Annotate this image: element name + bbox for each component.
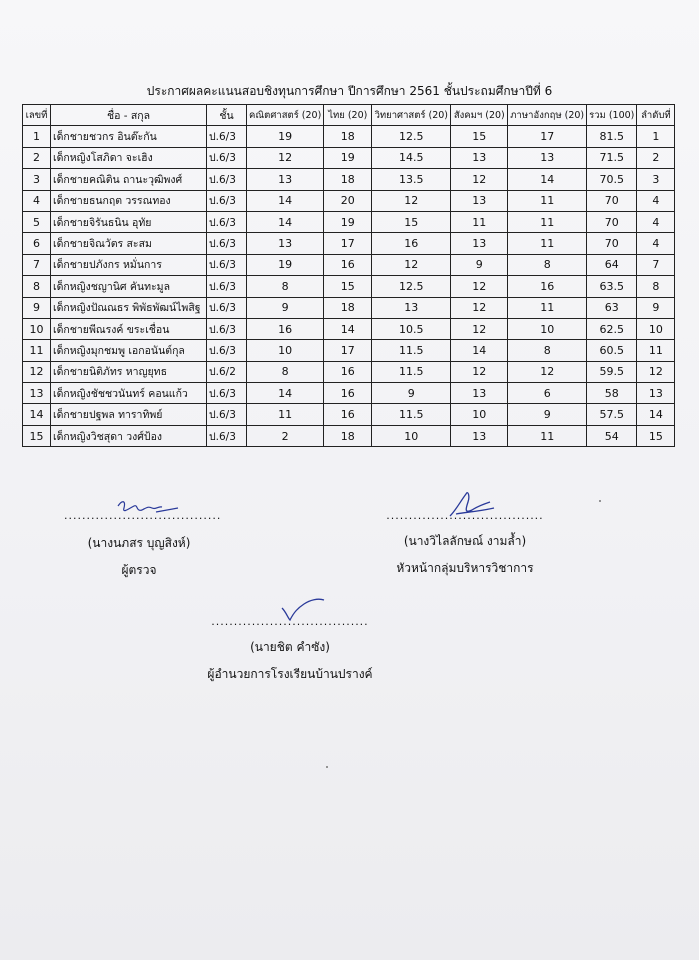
cell-class: ป.6/3 xyxy=(207,254,247,275)
signature-line: ................................... xyxy=(386,509,544,522)
cell-rank: 12 xyxy=(637,361,675,382)
cell-thai: 18 xyxy=(324,297,372,318)
cell-no: 11 xyxy=(23,340,51,361)
paper-speck xyxy=(326,766,328,768)
cell-english: 10 xyxy=(508,318,587,339)
cell-no: 1 xyxy=(23,126,51,147)
table-row xyxy=(23,383,675,404)
cell-name: เด็กหญิงวิชสุดา วงศ์ป้อง xyxy=(51,425,207,446)
signature-block-inspector xyxy=(64,504,222,580)
cell-math: 8 xyxy=(247,276,324,297)
cell-math: 13 xyxy=(247,169,324,190)
cell-class: ป.6/3 xyxy=(207,147,247,168)
score-table xyxy=(22,104,675,447)
cell-english: 6 xyxy=(508,383,587,404)
cell-science: 11.5 xyxy=(372,340,451,361)
cell-thai: 16 xyxy=(324,361,372,382)
cell-total: 62.5 xyxy=(587,318,637,339)
cell-english: 11 xyxy=(508,211,587,232)
table-body xyxy=(23,126,675,447)
inspector-role: ผู้ตรวจ xyxy=(121,563,157,577)
cell-english: 14 xyxy=(508,169,587,190)
cell-total: 59.5 xyxy=(587,361,637,382)
cell-english: 11 xyxy=(508,233,587,254)
cell-english: 11 xyxy=(508,297,587,318)
cell-no: 12 xyxy=(23,361,51,382)
header-math: คณิตศาสตร์ (20) xyxy=(247,105,324,126)
cell-total: 54 xyxy=(587,425,637,446)
cell-social: 13 xyxy=(451,383,508,404)
cell-total: 70.5 xyxy=(587,169,637,190)
cell-science: 12 xyxy=(372,254,451,275)
cell-math: 2 xyxy=(247,425,324,446)
cell-thai: 18 xyxy=(324,425,372,446)
cell-name: เด็กชายคณิติน ถานะวุฒิพงศ์ xyxy=(51,169,207,190)
header-thai: ไทย (20) xyxy=(324,105,372,126)
cell-no: 5 xyxy=(23,211,51,232)
cell-total: 60.5 xyxy=(587,340,637,361)
header-social: สังคมฯ (20) xyxy=(451,105,508,126)
cell-no: 6 xyxy=(23,233,51,254)
cell-thai: 20 xyxy=(324,190,372,211)
cell-science: 11.5 xyxy=(372,404,451,425)
table-row xyxy=(23,126,675,147)
cell-rank: 8 xyxy=(637,276,675,297)
cell-science: 9 xyxy=(372,383,451,404)
cell-class: ป.6/3 xyxy=(207,340,247,361)
document-title: ประกาศผลคะแนนสอบชิงทุนการศึกษา ปีการศึกษา 2561 ชั้นประถมศึกษาปีที่ 6 xyxy=(146,84,553,98)
cell-english: 12 xyxy=(508,361,587,382)
cell-science: 12.5 xyxy=(372,126,451,147)
cell-name: เด็กชายจิณวัตร สะสม xyxy=(51,233,207,254)
cell-total: 71.5 xyxy=(587,147,637,168)
cell-social: 15 xyxy=(451,126,508,147)
cell-social: 12 xyxy=(451,318,508,339)
header-science: วิทยาศาสตร์ (20) xyxy=(372,105,451,126)
academic-head-role: หัวหน้ากลุ่มบริหารวิชาการ xyxy=(396,561,534,575)
cell-science: 13 xyxy=(372,297,451,318)
cell-name: เด็กชายปฐพล ทาราทิพย์ xyxy=(51,404,207,425)
cell-class: ป.6/3 xyxy=(207,276,247,297)
cell-social: 13 xyxy=(451,233,508,254)
cell-thai: 17 xyxy=(324,340,372,361)
cell-class: ป.6/3 xyxy=(207,190,247,211)
cell-thai: 16 xyxy=(324,383,372,404)
cell-name: เด็กชายธนกฤต วรรณทอง xyxy=(51,190,207,211)
cell-social: 12 xyxy=(451,276,508,297)
cell-english: 8 xyxy=(508,254,587,275)
cell-name: เด็กหญิงโสภิดา จะเฮิง xyxy=(51,147,207,168)
handwritten-signature-director xyxy=(278,598,328,624)
table-header-row xyxy=(23,105,675,126)
cell-english: 9 xyxy=(508,404,587,425)
cell-name: เด็กชายชวกร อินต๊ะกัน xyxy=(51,126,207,147)
header-no: เลขที่ xyxy=(23,105,51,126)
table-row xyxy=(23,404,675,425)
cell-class: ป.6/3 xyxy=(207,126,247,147)
cell-thai: 16 xyxy=(324,404,372,425)
cell-total: 57.5 xyxy=(587,404,637,425)
cell-english: 11 xyxy=(508,190,587,211)
academic-head-name: (นางวิไลลักษณ์ งามล้ำ) xyxy=(403,534,527,548)
cell-science: 10 xyxy=(372,425,451,446)
cell-rank: 4 xyxy=(637,190,675,211)
cell-english: 16 xyxy=(508,276,587,297)
table-row xyxy=(23,318,675,339)
cell-rank: 11 xyxy=(637,340,675,361)
cell-rank: 2 xyxy=(637,147,675,168)
paper-speck xyxy=(599,500,601,502)
cell-total: 70 xyxy=(587,190,637,211)
cell-english: 11 xyxy=(508,425,587,446)
cell-social: 12 xyxy=(451,297,508,318)
cell-social: 14 xyxy=(451,340,508,361)
cell-rank: 13 xyxy=(637,383,675,404)
signature-line: ................................... xyxy=(211,615,369,628)
cell-name: เด็กชายปภังกร หมั่นการ xyxy=(51,254,207,275)
cell-math: 9 xyxy=(247,297,324,318)
cell-rank: 9 xyxy=(637,297,675,318)
cell-total: 81.5 xyxy=(587,126,637,147)
cell-class: ป.6/2 xyxy=(207,361,247,382)
cell-class: ป.6/3 xyxy=(207,425,247,446)
cell-math: 10 xyxy=(247,340,324,361)
cell-thai: 14 xyxy=(324,318,372,339)
table-row xyxy=(23,340,675,361)
cell-social: 13 xyxy=(451,147,508,168)
cell-social: 9 xyxy=(451,254,508,275)
cell-no: 9 xyxy=(23,297,51,318)
table-row xyxy=(23,147,675,168)
cell-math: 8 xyxy=(247,361,324,382)
signature-block-director xyxy=(200,612,380,684)
signature-block-academic-head xyxy=(380,504,550,578)
cell-total: 70 xyxy=(587,211,637,232)
cell-science: 11.5 xyxy=(372,361,451,382)
cell-science: 10.5 xyxy=(372,318,451,339)
cell-thai: 18 xyxy=(324,126,372,147)
table-row xyxy=(23,211,675,232)
table-row xyxy=(23,169,675,190)
cell-math: 14 xyxy=(247,211,324,232)
table-row xyxy=(23,254,675,275)
cell-math: 13 xyxy=(247,233,324,254)
cell-thai: 19 xyxy=(324,211,372,232)
cell-total: 63.5 xyxy=(587,276,637,297)
table-row xyxy=(23,361,675,382)
cell-math: 11 xyxy=(247,404,324,425)
cell-rank: 7 xyxy=(637,254,675,275)
cell-math: 14 xyxy=(247,190,324,211)
cell-rank: 3 xyxy=(637,169,675,190)
cell-total: 70 xyxy=(587,233,637,254)
table-row xyxy=(23,425,675,446)
cell-rank: 14 xyxy=(637,404,675,425)
cell-class: ป.6/3 xyxy=(207,211,247,232)
signature-line: ................................... xyxy=(64,509,222,522)
cell-no: 13 xyxy=(23,383,51,404)
cell-class: ป.6/3 xyxy=(207,318,247,339)
cell-name: เด็กชายนิติภัทร หาญยุทธ xyxy=(51,361,207,382)
cell-class: ป.6/3 xyxy=(207,233,247,254)
header-class: ชั้น xyxy=(207,105,247,126)
cell-science: 12.5 xyxy=(372,276,451,297)
cell-social: 12 xyxy=(451,169,508,190)
cell-class: ป.6/3 xyxy=(207,383,247,404)
cell-science: 16 xyxy=(372,233,451,254)
cell-english: 8 xyxy=(508,340,587,361)
cell-science: 14.5 xyxy=(372,147,451,168)
cell-no: 3 xyxy=(23,169,51,190)
cell-total: 58 xyxy=(587,383,637,404)
table-row xyxy=(23,233,675,254)
header-english: ภาษาอังกฤษ (20) xyxy=(508,105,587,126)
cell-no: 14 xyxy=(23,404,51,425)
cell-no: 10 xyxy=(23,318,51,339)
table-row xyxy=(23,297,675,318)
cell-thai: 16 xyxy=(324,254,372,275)
cell-rank: 10 xyxy=(637,318,675,339)
cell-name: เด็กชายจิรันธนิน อุทัย xyxy=(51,211,207,232)
cell-science: 15 xyxy=(372,211,451,232)
cell-name: เด็กหญิงชัชชวนันทร์ คอนแก้ว xyxy=(51,383,207,404)
table-row xyxy=(23,276,675,297)
inspector-name: (นางนภสร บุญสิงห์) xyxy=(87,536,191,550)
cell-english: 13 xyxy=(508,147,587,168)
cell-name: เด็กหญิงมุกชมพู เอกอนันต์กุล xyxy=(51,340,207,361)
cell-math: 12 xyxy=(247,147,324,168)
cell-science: 12 xyxy=(372,190,451,211)
cell-rank: 15 xyxy=(637,425,675,446)
header-rank: ลำดับที่ xyxy=(637,105,675,126)
cell-no: 2 xyxy=(23,147,51,168)
cell-math: 19 xyxy=(247,126,324,147)
cell-english: 17 xyxy=(508,126,587,147)
cell-thai: 17 xyxy=(324,233,372,254)
cell-name: เด็กหญิงชญานิศ คันทะมูล xyxy=(51,276,207,297)
cell-rank: 1 xyxy=(637,126,675,147)
cell-no: 7 xyxy=(23,254,51,275)
cell-math: 16 xyxy=(247,318,324,339)
cell-social: 13 xyxy=(451,190,508,211)
cell-social: 11 xyxy=(451,211,508,232)
handwritten-signature-inspector xyxy=(112,498,182,520)
cell-math: 19 xyxy=(247,254,324,275)
cell-social: 13 xyxy=(451,425,508,446)
cell-rank: 4 xyxy=(637,233,675,254)
cell-no: 8 xyxy=(23,276,51,297)
cell-no: 15 xyxy=(23,425,51,446)
cell-social: 12 xyxy=(451,361,508,382)
cell-total: 63 xyxy=(587,297,637,318)
cell-total: 64 xyxy=(587,254,637,275)
cell-name: เด็กหญิงปัณณธร พิพัธพัฒน์ไพสิฐ xyxy=(51,297,207,318)
director-role: ผู้อำนวยการโรงเรียนบ้านปรางค์ xyxy=(207,667,373,681)
director-name: (นายชิต คำซัง) xyxy=(250,640,330,654)
cell-thai: 15 xyxy=(324,276,372,297)
cell-math: 14 xyxy=(247,383,324,404)
cell-class: ป.6/3 xyxy=(207,297,247,318)
cell-thai: 18 xyxy=(324,169,372,190)
table-row xyxy=(23,190,675,211)
cell-thai: 19 xyxy=(324,147,372,168)
header-name: ชื่อ - สกุล xyxy=(51,105,207,126)
cell-social: 10 xyxy=(451,404,508,425)
cell-class: ป.6/3 xyxy=(207,404,247,425)
cell-no: 4 xyxy=(23,190,51,211)
handwritten-signature-academic-head xyxy=(442,488,502,522)
cell-name: เด็กชายพีณรงค์ ขระเชื่อน xyxy=(51,318,207,339)
cell-science: 13.5 xyxy=(372,169,451,190)
cell-rank: 4 xyxy=(637,211,675,232)
header-total: รวม (100) xyxy=(587,105,637,126)
cell-class: ป.6/3 xyxy=(207,169,247,190)
